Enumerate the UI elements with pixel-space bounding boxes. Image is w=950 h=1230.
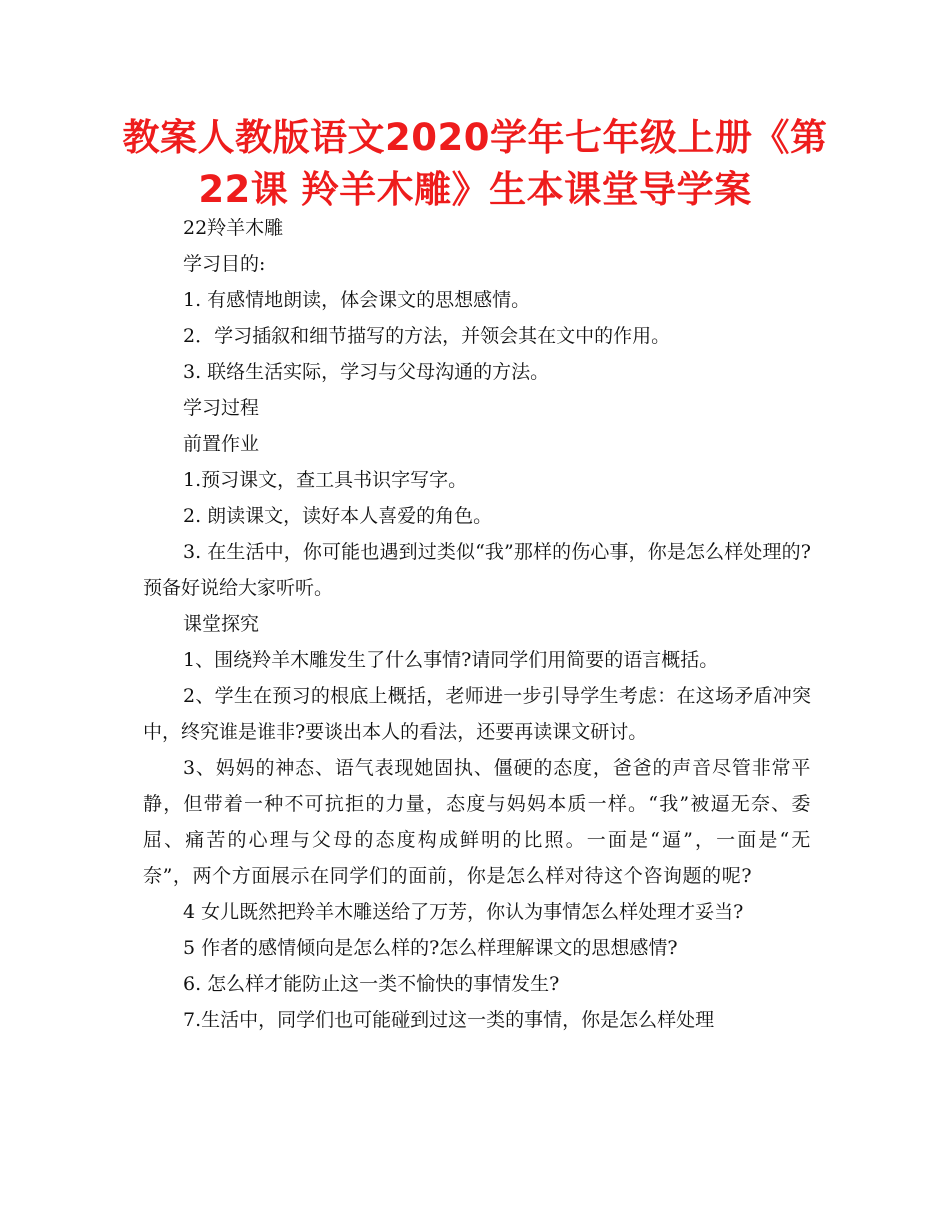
goal-item: 3. 联络生活实际，学习与父母沟通的方法。	[183, 361, 550, 383]
lesson-heading: 22羚羊木雕	[183, 217, 284, 239]
prework-item: 1.预习课文，查工具书识字写字。	[183, 469, 468, 491]
prework-item: 2. 朗读课文，读好本人喜爱的角色。	[183, 505, 493, 527]
section-heading-goals: 学习目的:	[183, 253, 266, 275]
inquiry-item: 5 作者的感情倾向是怎么样的?怎么样理解课文的思想感情?	[183, 937, 678, 959]
document-body	[143, 210, 811, 1038]
inquiry-item: 1、围绕羚羊木雕发生了什么事情?请同学们用简要的语言概括。	[183, 649, 719, 671]
title-line-1: 教案人教版语文2020学年七年级上册《第	[122, 116, 828, 159]
section-heading-inquiry: 课堂探究	[183, 613, 260, 635]
inquiry-item: 3、妈妈的神态、语气表现她固执、僵硬的态度，爸爸的声音尽管非常平静，但带着一种不可抗拒的力量，态度与妈妈本质一样。“我”被逼无奈、委屈、痛苦的心理与父母的态度构成鲜明的比照。一面是“逼”，一面是“无奈”，两个方面展示在同学们的面前，你是怎么样对待这个咨询题的呢?	[143, 757, 811, 887]
prework-item: 3. 在生活中，你可能也遇到过类似“我”那样的伤心事，你是怎么样处理的?预备好说给大家听听。	[143, 541, 811, 599]
goal-item: 1. 有感情地朗读，体会课文的思想感情。	[183, 289, 531, 311]
goal-item: 2．学习插叙和细节描写的方法，并领会其在文中的作用。	[183, 325, 671, 347]
inquiry-item: 2、学生在预习的根底上概括，老师进一步引导学生考虑：在这场矛盾冲突中，终究谁是谁非?要谈出本人的看法，还要再读课文研讨。	[143, 685, 811, 743]
inquiry-item: 6. 怎么样才能防止这一类不愉快的事情发生?	[183, 973, 560, 995]
title-line-2: 22课 羚羊木雕》生本课堂导学案	[198, 168, 752, 211]
section-heading-process: 学习过程	[183, 397, 260, 419]
inquiry-item: 4 女儿既然把羚羊木雕送给了万芳，你认为事情怎么样处理才妥当?	[183, 901, 744, 923]
document-title	[120, 112, 830, 216]
section-heading-prework: 前置作业	[183, 433, 260, 455]
inquiry-item: 7.生活中，同学们也可能碰到过这一类的事情，你是怎么样处理	[183, 1009, 715, 1031]
